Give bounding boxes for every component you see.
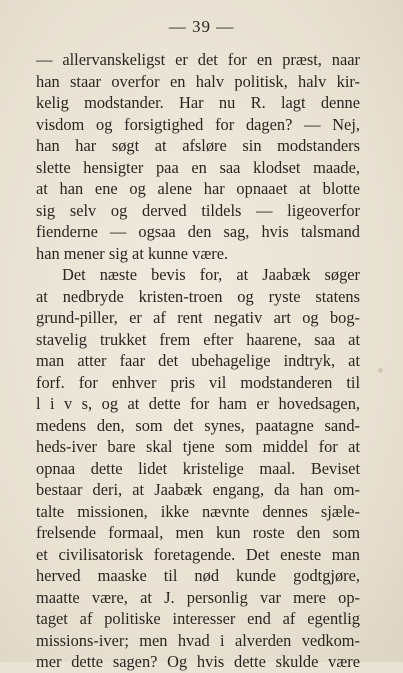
text-line: slette hensigter paa en saa klodset maade, [36, 157, 360, 177]
text-line: medens den, som det synes, paatagne sand- [36, 415, 360, 435]
text-line: visdom og forsigtighed for dagen? — Nej, [36, 114, 360, 134]
text-line: mer dette sagen? Og hvis dette skulde være [36, 652, 360, 671]
text-line: at han ene og alene har opnaaet at blotte [36, 179, 360, 198]
text-line: — allervanskeligst er det for en præst, naar [36, 50, 360, 69]
text-line: han mener sig at kunne være. [36, 243, 229, 263]
text-line: maatte være, at J. personlig var mere op- [36, 587, 360, 607]
text-line: herved maaske til nød kunde godtgjøre, [36, 566, 360, 585]
text-line: at nedbryde kristen-troen og ryste statens [36, 286, 360, 306]
text-line: bestaar deri, at Jaabæk engang, da han om- [36, 480, 360, 499]
text-line: forf. for enhver pris vil modstanderen til [36, 372, 360, 392]
page-number: — 39 — [168, 17, 235, 36]
text-line: opnaa dette lidet kristelige maal. Beviset [36, 458, 360, 478]
paper-spot [378, 368, 383, 373]
text-line: Det næste bevis for, at Jaabæk søger [62, 265, 360, 284]
text-line: stavelig trukket frem efter haarene, saa at [36, 329, 360, 349]
text-line: grund-piller, er af rent negativ art og bog- [36, 308, 360, 327]
text-line: han har søgt at afsløre sin modstanders [36, 136, 360, 155]
text-line: taget af politiske interesser end af egentlig [36, 609, 360, 628]
body-text [36, 49, 360, 673]
text-line: han staar overfor en halv politisk, halv kir- [36, 71, 360, 91]
text-line: heds-iver bare skal tjene som middel for at [36, 437, 360, 456]
text-line: missions-iver; men hvad i alverden vedkom- [36, 630, 360, 650]
text-line: kelig modstander. Har nu R. lagt denne [36, 93, 360, 112]
text-line: man atter faar det ubehagelige indtryk, at [36, 351, 360, 370]
text-line: l i v s, og at dette for ham er hovedsagen, [36, 394, 360, 413]
text-line: sig selv og derved tildels — ligeoverfor [36, 200, 360, 220]
text-line: et civilisatorisk foretagende. Det eneste man [36, 544, 360, 564]
text-line: frelsende formaal, men kun roste den som [36, 523, 360, 542]
text-line: talte missionen, ikke nævnte dennes sjæle- [36, 501, 360, 521]
text-line: fienderne — ogsaa den sag, hvis talsmand [36, 222, 360, 241]
